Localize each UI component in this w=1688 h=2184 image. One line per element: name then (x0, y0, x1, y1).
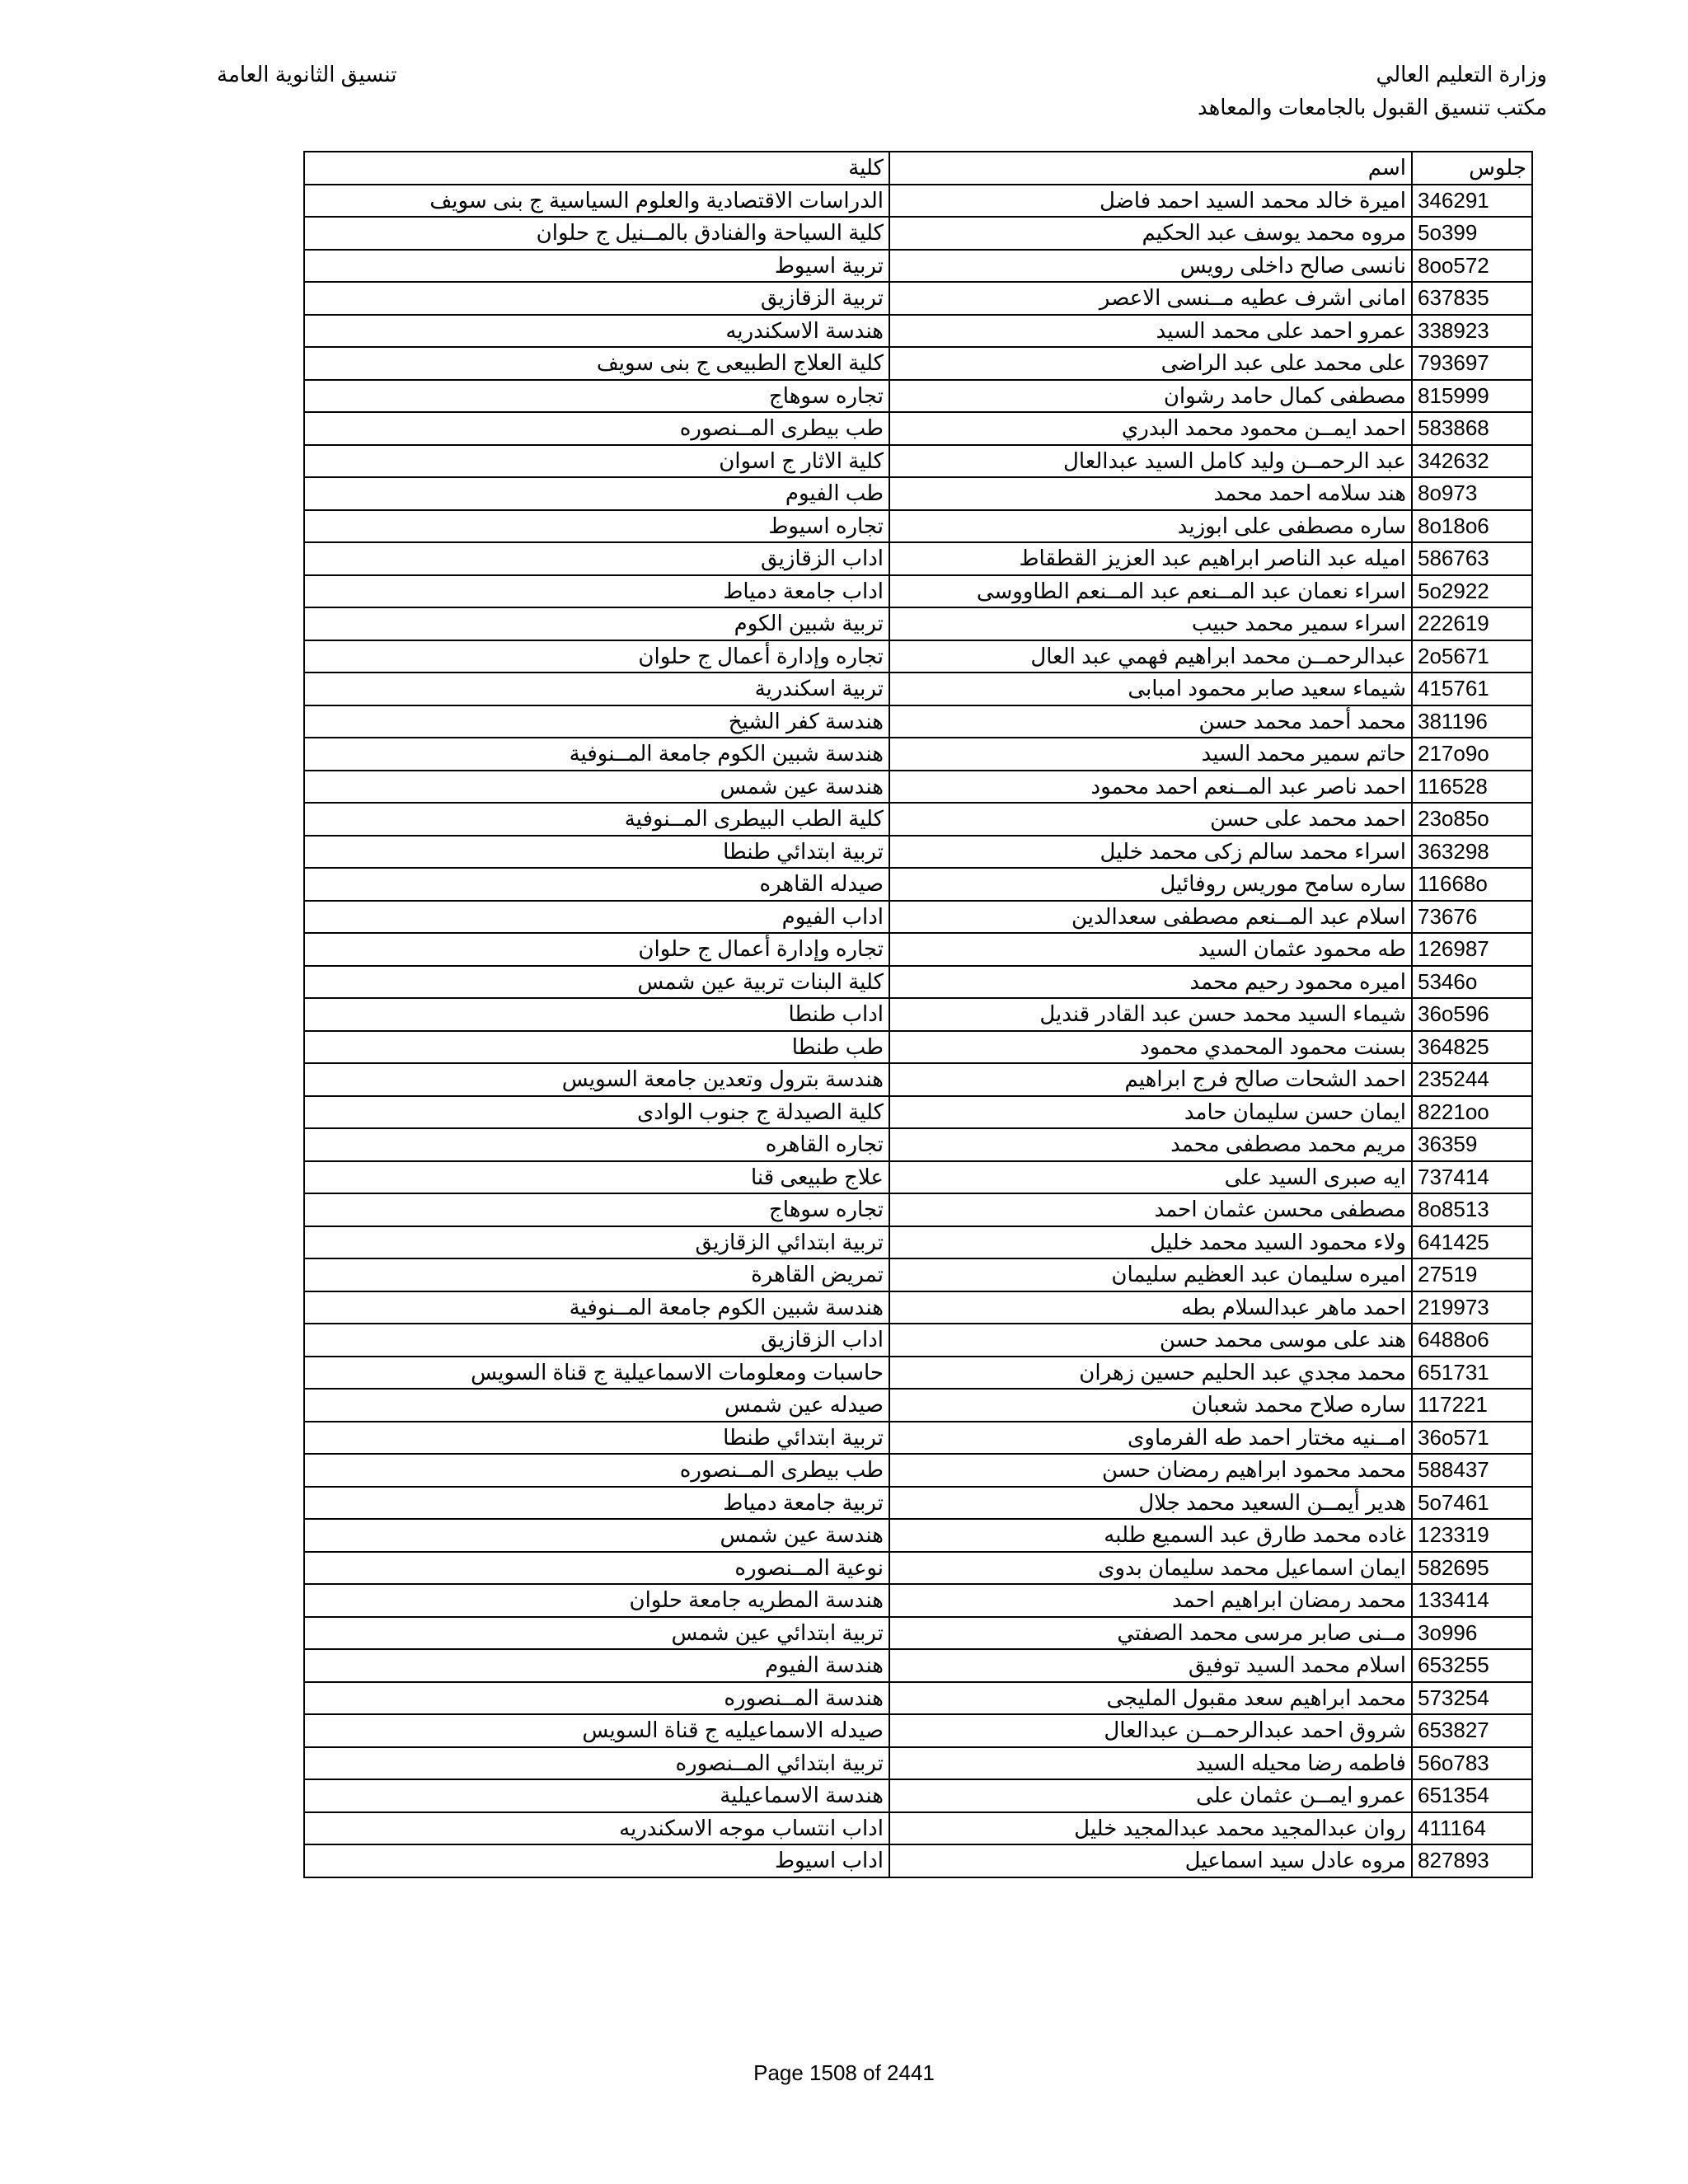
student-name-cell: احمد ماهر عبدالسلام بطه (889, 1291, 1412, 1324)
student-name-cell: اسلام عبد المــنعم مصطفى سعدالدين (889, 901, 1412, 934)
faculty-cell: طب طنطا (304, 1031, 889, 1064)
seat-number-cell: 651731 (1412, 1357, 1532, 1390)
seat-number-cell: 641425 (1412, 1226, 1532, 1259)
page-number: Page 1508 of 2441 (753, 2060, 935, 2085)
faculty-cell: علاج طبيعى قنا (304, 1161, 889, 1194)
faculty-cell: تجاره وإدارة أعمال ج حلوان (304, 933, 889, 966)
faculty-cell: تجاره سوهاج (304, 1193, 889, 1226)
faculty-cell: تجاره اسيوط (304, 510, 889, 543)
table-row (304, 673, 1532, 705)
faculty-cell: هندسة المــنصوره (304, 1682, 889, 1715)
student-name-cell: اسراء نعمان عبد المــنعم عبد المــنعم الطاووسى (889, 575, 1412, 608)
seat-number-cell: 737414 (1412, 1161, 1532, 1194)
faculty-cell: هندسة شبين الكوم جامعة المــنوفية (304, 738, 889, 771)
student-name-cell: عمرو احمد على محمد السيد (889, 315, 1412, 348)
faculty-cell: الدراسات الاقتصادية والعلوم السياسية ج بنى سويف (304, 185, 889, 218)
table-row (304, 966, 1532, 999)
student-name-cell: نانسى صالح داخلى رويس (889, 250, 1412, 283)
faculty-cell: تجاره سوهاج (304, 380, 889, 413)
student-name-cell: مروه عادل سيد اسماعيل (889, 1844, 1412, 1877)
table-row (304, 1649, 1532, 1682)
student-name-cell: شروق احمد عبدالرحمــن عبدالعال (889, 1714, 1412, 1747)
table-row (304, 1128, 1532, 1161)
seat-number-cell: 8o8513 (1412, 1193, 1532, 1226)
faculty-cell: اداب اسيوط (304, 1844, 889, 1877)
student-name-cell: غاده محمد طارق عبد السميع طلبه (889, 1519, 1412, 1552)
seat-number-cell: 588437 (1412, 1454, 1532, 1487)
seat-number-cell: 8oo572 (1412, 250, 1532, 283)
seat-number-cell: 126987 (1412, 933, 1532, 966)
table-row (304, 705, 1532, 738)
seat-number-cell: 381196 (1412, 705, 1532, 738)
column-header-name: اسم (889, 152, 1412, 185)
student-name-cell: امانى اشرف عطيه مــنسى الاعصر (889, 282, 1412, 315)
faculty-cell: تربية جامعة دمياط (304, 1487, 889, 1520)
seat-number-cell: 117221 (1412, 1389, 1532, 1422)
student-name-cell: مريم محمد مصطفى محمد (889, 1128, 1412, 1161)
table-row (304, 1096, 1532, 1129)
table-row (304, 1617, 1532, 1650)
student-name-cell: اميرة خالد محمد السيد احمد فاضل (889, 185, 1412, 218)
faculty-cell: صيدله القاهره (304, 868, 889, 901)
seat-number-cell: 586763 (1412, 542, 1532, 575)
table-row (304, 1357, 1532, 1390)
faculty-cell: كلية العلاج الطبيعى ج بنى سويف (304, 347, 889, 380)
table-row (304, 933, 1532, 966)
student-name-cell: محمد مجدي عبد الحليم حسين زهران (889, 1357, 1412, 1390)
faculty-cell: هندسة كفر الشيخ (304, 705, 889, 738)
student-name-cell: ساره سامح موريس روفائيل (889, 868, 1412, 901)
faculty-cell: نوعية المــنصوره (304, 1552, 889, 1585)
table-row (304, 738, 1532, 771)
seat-number-cell: 793697 (1412, 347, 1532, 380)
table-row (304, 445, 1532, 478)
student-name-cell: عبد الرحمــن وليد كامل السيد عبدالعال (889, 445, 1412, 478)
student-name-cell: على محمد على عبد الراضى (889, 347, 1412, 380)
seat-number-cell: 5o399 (1412, 217, 1532, 250)
student-name-cell: عبدالرحمــن محمد ابراهيم فهمي عبد العال (889, 640, 1412, 673)
faculty-cell: تربية الزقازيق (304, 282, 889, 315)
seat-number-cell: 346291 (1412, 185, 1532, 218)
faculty-cell: اداب طنطا (304, 998, 889, 1031)
column-header-faculty: كلية (304, 152, 889, 185)
seat-number-cell: 73676 (1412, 901, 1532, 934)
seat-number-cell: 235244 (1412, 1063, 1532, 1096)
seat-number-cell: 133414 (1412, 1584, 1532, 1617)
table-row (304, 868, 1532, 901)
student-name-cell: اميره سليمان عبد العظيم سليمان (889, 1258, 1412, 1291)
faculty-cell: كلية الطب البيطرى المــنوفية (304, 803, 889, 836)
faculty-cell: اداب جامعة دمياط (304, 575, 889, 608)
student-name-cell: مــنى صابر مرسى محمد الصفتي (889, 1617, 1412, 1650)
faculty-cell: هندسة شبين الكوم جامعة المــنوفية (304, 1291, 889, 1324)
table-row (304, 1193, 1532, 1226)
seat-number-cell: 6488o6 (1412, 1324, 1532, 1357)
faculty-cell: كلية الصيدلة ج جنوب الوادى (304, 1096, 889, 1129)
seat-number-cell: 36o596 (1412, 998, 1532, 1031)
faculty-cell: هندسة المطريه جامعة حلوان (304, 1584, 889, 1617)
seat-number-cell: 36o571 (1412, 1422, 1532, 1455)
table-row (304, 1258, 1532, 1291)
seat-number-cell: 8o973 (1412, 477, 1532, 510)
admissions-table-body (304, 152, 1532, 1877)
student-name-cell: محمد ابراهيم سعد مقبول المليجى (889, 1682, 1412, 1715)
faculty-cell: تربية ابتدائي الزقازيق (304, 1226, 889, 1259)
table-row (304, 185, 1532, 218)
student-name-cell: فاطمه رضا محيله السيد (889, 1747, 1412, 1780)
student-name-cell: هند سلامه احمد محمد (889, 477, 1412, 510)
faculty-cell: كلية الاثار ج اسوان (304, 445, 889, 478)
student-name-cell: احمد ايمــن محمود محمد البدري (889, 412, 1412, 445)
table-row (304, 250, 1532, 283)
student-name-cell: عمرو ايمــن عثمان على (889, 1779, 1412, 1812)
student-name-cell: هند على موسى محمد حسن (889, 1324, 1412, 1357)
table-row (304, 771, 1532, 804)
table-row (304, 1747, 1532, 1780)
student-name-cell: ولاء محمود السيد محمد خليل (889, 1226, 1412, 1259)
student-name-cell: امــنيه مختار احمد طه الفرماوى (889, 1422, 1412, 1455)
seat-number-cell: 56o783 (1412, 1747, 1532, 1780)
table-row (304, 1487, 1532, 1520)
table-row (304, 1714, 1532, 1747)
seat-number-cell: 583868 (1412, 412, 1532, 445)
student-name-cell: ساره مصطفى على ابوزيد (889, 510, 1412, 543)
faculty-cell: اداب الفيوم (304, 901, 889, 934)
seat-number-cell: 123319 (1412, 1519, 1532, 1552)
faculty-cell: هندسة الفيوم (304, 1649, 889, 1682)
faculty-cell: طب الفيوم (304, 477, 889, 510)
seat-number-cell: 8221oo (1412, 1096, 1532, 1129)
faculty-cell: تربية اسيوط (304, 250, 889, 283)
table-row (304, 542, 1532, 575)
seat-number-cell: 23o85o (1412, 803, 1532, 836)
seat-number-cell: 653255 (1412, 1649, 1532, 1682)
table-row (304, 1682, 1532, 1715)
student-name-cell: ايمان اسماعيل محمد سليمان بدوى (889, 1552, 1412, 1585)
seat-number-cell: 651354 (1412, 1779, 1532, 1812)
seat-number-cell: 364825 (1412, 1031, 1532, 1064)
faculty-cell: هندسة بترول وتعدين جامعة السويس (304, 1063, 889, 1096)
table-row (304, 575, 1532, 608)
table-row (304, 836, 1532, 869)
table-row (304, 1584, 1532, 1617)
student-name-cell: بسنت محمود المحمدي محمود (889, 1031, 1412, 1064)
table-row (304, 901, 1532, 934)
seat-number-cell: 363298 (1412, 836, 1532, 869)
student-name-cell: محمد محمود ابراهيم رمضان حسن (889, 1454, 1412, 1487)
seat-number-cell: 342632 (1412, 445, 1532, 478)
table-row (304, 1552, 1532, 1585)
seat-number-cell: 415761 (1412, 673, 1532, 705)
seat-number-cell: 411164 (1412, 1812, 1532, 1845)
table-row (304, 1031, 1532, 1064)
student-name-cell: شيماء السيد محمد حسن عبد القادر قنديل (889, 998, 1412, 1031)
table-row (304, 477, 1532, 510)
student-name-cell: اسراء سمير محمد حبيب (889, 607, 1412, 640)
faculty-cell: هندسة الاسكندريه (304, 315, 889, 348)
seat-number-cell: 3o996 (1412, 1617, 1532, 1650)
table-row (304, 1812, 1532, 1845)
table-row (304, 315, 1532, 348)
table-row (304, 380, 1532, 413)
seat-number-cell: 5o7461 (1412, 1487, 1532, 1520)
table-row (304, 998, 1532, 1031)
seat-number-cell: 2o5671 (1412, 640, 1532, 673)
office-name: مكتب تنسيق القبول بالجامعات والمعاهد (1197, 95, 1547, 120)
seat-number-cell: 582695 (1412, 1552, 1532, 1585)
faculty-cell: تربية ابتدائي طنطا (304, 1422, 889, 1455)
student-name-cell: احمد الشحات صالح فرج ابراهيم (889, 1063, 1412, 1096)
seat-number-cell: 36359 (1412, 1128, 1532, 1161)
table-row (304, 412, 1532, 445)
seat-number-cell: 338923 (1412, 315, 1532, 348)
seat-number-cell: 222619 (1412, 607, 1532, 640)
seat-number-cell: 217o9o (1412, 738, 1532, 771)
faculty-cell: تجاره وإدارة أعمال ج حلوان (304, 640, 889, 673)
faculty-cell: تربية شبين الكوم (304, 607, 889, 640)
table-row (304, 1226, 1532, 1259)
student-name-cell: مصطفى كمال حامد رشوان (889, 380, 1412, 413)
table-row (304, 640, 1532, 673)
student-name-cell: اسراء محمد سالم زكى محمد خليل (889, 836, 1412, 869)
student-name-cell: محمد أحمد محمد حسن (889, 705, 1412, 738)
faculty-cell: تربية ابتدائي طنطا (304, 836, 889, 869)
table-row (304, 803, 1532, 836)
faculty-cell: صيدله الاسماعيليه ج قناة السويس (304, 1714, 889, 1747)
student-name-cell: احمد ناصر عبد المــنعم احمد محمود (889, 771, 1412, 804)
faculty-cell: حاسبات ومعلومات الاسماعيلية ج قناة السويس (304, 1357, 889, 1390)
faculty-cell: كلية السياحة والفنادق بالمــنيل ج حلوان (304, 217, 889, 250)
faculty-cell: تربية اسكندرية (304, 673, 889, 705)
table-row (304, 510, 1532, 543)
faculty-cell: اداب الزقازيق (304, 1324, 889, 1357)
faculty-cell: تربية ابتدائي المــنصوره (304, 1747, 889, 1780)
table-row (304, 1844, 1532, 1877)
table-row (304, 1519, 1532, 1552)
table-header-row (304, 152, 1532, 185)
ministry-header (1198, 58, 1547, 124)
seat-number-cell: 5o2922 (1412, 575, 1532, 608)
table-row (304, 1779, 1532, 1812)
student-name-cell: مصطفى محسن عثمان احمد (889, 1193, 1412, 1226)
student-name-cell: طه محمود عثمان السيد (889, 933, 1412, 966)
student-name-cell: اميله عبد الناصر ابراهيم عبد العزيز القطقاط (889, 542, 1412, 575)
seat-number-cell: 5346o (1412, 966, 1532, 999)
table-row (304, 1389, 1532, 1422)
table-row (304, 607, 1532, 640)
student-name-cell: مروه محمد يوسف عبد الحكيم (889, 217, 1412, 250)
seat-number-cell: 116528 (1412, 771, 1532, 804)
seat-number-cell: 827893 (1412, 1844, 1532, 1877)
student-name-cell: محمد رمضان ابراهيم احمد (889, 1584, 1412, 1617)
table-row (304, 1063, 1532, 1096)
table-row (304, 1422, 1532, 1455)
student-name-cell: احمد محمد على حسن (889, 803, 1412, 836)
faculty-cell: طب بيطرى المــنصوره (304, 412, 889, 445)
student-name-cell: شيماء سعيد صابر محمود امبابى (889, 673, 1412, 705)
faculty-cell: تجاره القاهره (304, 1128, 889, 1161)
seat-number-cell: 653827 (1412, 1714, 1532, 1747)
student-name-cell: هدير أيمــن السعيد محمد جلال (889, 1487, 1412, 1520)
faculty-cell: صيدله عين شمس (304, 1389, 889, 1422)
student-name-cell: ساره صلاح محمد شعبان (889, 1389, 1412, 1422)
table-row (304, 1161, 1532, 1194)
table-row (304, 282, 1532, 315)
faculty-cell: طب بيطرى المــنصوره (304, 1454, 889, 1487)
seat-number-cell: 573254 (1412, 1682, 1532, 1715)
faculty-cell: تمريض القاهرة (304, 1258, 889, 1291)
student-name-cell: حاتم سمير محمد السيد (889, 738, 1412, 771)
student-name-cell: ايه صبرى السيد على (889, 1161, 1412, 1194)
faculty-cell: اداب الزقازيق (304, 542, 889, 575)
faculty-cell: اداب انتساب موجه الاسكندريه (304, 1812, 889, 1845)
student-name-cell: ايمان حسن سليمان حامد (889, 1096, 1412, 1129)
student-name-cell: روان عبدالمجيد محمد عبدالمجيد خليل (889, 1812, 1412, 1845)
ministry-name: وزارة التعليم العالي (1376, 62, 1547, 87)
seat-number-cell: 219973 (1412, 1291, 1532, 1324)
faculty-cell: هندسة عين شمس (304, 1519, 889, 1552)
faculty-cell: هندسة الاسماعيلية (304, 1779, 889, 1812)
student-name-cell: اسلام محمد السيد توفيق (889, 1649, 1412, 1682)
faculty-cell: كلية البنات تربية عين شمس (304, 966, 889, 999)
table-row (304, 1454, 1532, 1487)
table-row (304, 347, 1532, 380)
seat-number-cell: 8o18o6 (1412, 510, 1532, 543)
table-row (304, 1324, 1532, 1357)
student-name-cell: اميره محمود رحيم محمد (889, 966, 1412, 999)
admissions-table (303, 151, 1533, 1878)
seat-number-cell: 815999 (1412, 380, 1532, 413)
column-header-seat-number: جلوس (1412, 152, 1532, 185)
seat-number-cell: 637835 (1412, 282, 1532, 315)
document-category: تنسيق الثانوية العامة (217, 62, 397, 87)
table-row (304, 1291, 1532, 1324)
seat-number-cell: 27519 (1412, 1258, 1532, 1291)
faculty-cell: تربية ابتدائي عين شمس (304, 1617, 889, 1650)
table-row (304, 217, 1532, 250)
seat-number-cell: 11668o (1412, 868, 1532, 901)
faculty-cell: هندسة عين شمس (304, 771, 889, 804)
